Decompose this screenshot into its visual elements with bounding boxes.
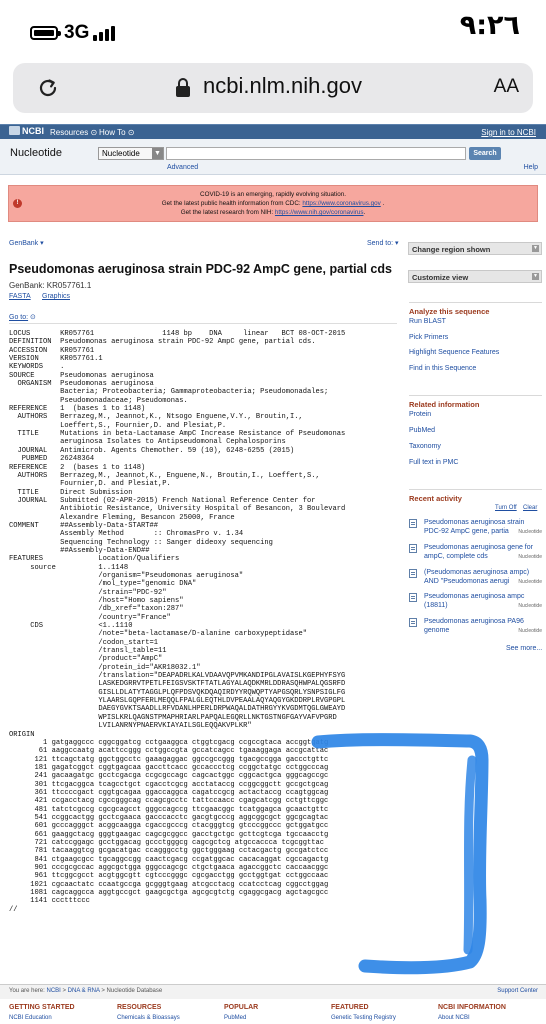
signin-link[interactable]: Sign in to NCBI bbox=[481, 128, 536, 137]
recent-item-line-2: genome bbox=[424, 627, 450, 634]
customize-label: Customize view bbox=[412, 273, 469, 282]
lock-icon bbox=[175, 77, 191, 98]
accession-line: GenBank: KR057761.1 bbox=[9, 281, 92, 290]
footer-link[interactable]: NCBI Education bbox=[9, 1015, 52, 1021]
recent-item[interactable] bbox=[409, 543, 542, 567]
pick-primers-link[interactable]: Pick Primers bbox=[409, 334, 449, 341]
breadcrumb: You are here: NCBI > DNA & RNA > Nucleotide Database bbox=[9, 988, 163, 994]
chevron-down-icon: ▼ bbox=[533, 245, 538, 251]
chevron-down-icon: ⊙ bbox=[30, 314, 36, 321]
footer-bar bbox=[0, 984, 546, 999]
customize-view-box[interactable] bbox=[408, 270, 542, 283]
alert-text: . bbox=[380, 200, 385, 207]
breadcrumb-ncbi[interactable]: NCBI bbox=[46, 988, 61, 994]
db-title: Nucleotide bbox=[10, 147, 62, 159]
howto-label: How To bbox=[99, 128, 126, 137]
highlight-features-link[interactable]: Highlight Sequence Features bbox=[409, 349, 500, 356]
recent-item[interactable] bbox=[409, 617, 542, 641]
chevron-down-icon: ▾ bbox=[40, 240, 44, 247]
recent-item-line-1: Pseudomonas aeruginosa PA96 bbox=[424, 618, 524, 625]
format-label: GenBank bbox=[9, 240, 39, 247]
recent-item-line-2: (18811) bbox=[424, 602, 448, 609]
alert-text: . bbox=[363, 209, 366, 216]
chevron-down-icon: ▾ bbox=[395, 240, 399, 247]
full-text-pmc-link[interactable]: Full text in PMC bbox=[409, 459, 459, 466]
format-dropdown[interactable] bbox=[9, 239, 44, 247]
fasta-link[interactable]: FASTA bbox=[9, 293, 31, 300]
related-heading: Related information bbox=[409, 395, 542, 409]
send-to-label: Send to: bbox=[367, 240, 394, 247]
cdc-link[interactable]: https://www.coronavirus.gov bbox=[302, 200, 381, 207]
reload-icon[interactable] bbox=[35, 75, 61, 101]
resources-menu[interactable] bbox=[50, 128, 97, 137]
divider bbox=[9, 323, 397, 324]
recent-item-db: Nucleotide bbox=[518, 603, 542, 609]
recent-item[interactable] bbox=[409, 518, 542, 542]
footer-link[interactable]: Chemicals & Bioassays bbox=[117, 1015, 180, 1021]
chevron-down-icon: ⊙ bbox=[127, 128, 135, 137]
search-icon bbox=[409, 593, 417, 602]
send-to-dropdown[interactable] bbox=[367, 239, 399, 247]
recent-item-db: Nucleotide bbox=[518, 554, 542, 560]
footer-link[interactable]: PubMed bbox=[224, 1015, 247, 1021]
recent-item-db: Nucleotide bbox=[518, 628, 542, 634]
recent-item[interactable] bbox=[409, 568, 542, 592]
recent-item-db: Nucleotide bbox=[518, 529, 542, 535]
resources-label: Resources bbox=[50, 128, 89, 137]
clear-link[interactable]: Clear bbox=[523, 505, 538, 511]
breadcrumb-dna-rna[interactable]: DNA & RNA bbox=[67, 988, 100, 994]
alert-icon: ! bbox=[13, 199, 22, 208]
url-text[interactable]: ncbi.nlm.nih.gov bbox=[203, 73, 362, 98]
search-bar bbox=[0, 139, 546, 175]
goto-label: Go to: bbox=[9, 314, 29, 321]
alert-line-3 bbox=[9, 209, 537, 216]
ncbi-logo-text: NCBI bbox=[22, 126, 44, 136]
battery-icon bbox=[30, 26, 58, 40]
network-type: 3G bbox=[64, 22, 90, 43]
recent-item-line-2: PDC-92 AmpC gene, partia bbox=[424, 528, 509, 535]
recent-activity-heading: Recent activity bbox=[409, 489, 542, 503]
document-icon bbox=[409, 618, 417, 627]
advanced-link[interactable]: Advanced bbox=[167, 164, 199, 171]
covid-alert bbox=[8, 185, 538, 222]
breadcrumb-prefix: You are here: bbox=[9, 988, 47, 994]
recent-item-line-2: AND "Pseudomonas aerugi bbox=[424, 578, 510, 585]
help-link[interactable]: Help bbox=[523, 164, 538, 171]
database-select-value: Nucleotide bbox=[102, 149, 140, 158]
protein-link[interactable]: Protein bbox=[409, 411, 432, 418]
alert-line-1: COVID-19 is an emerging, rapidly evolving situation. bbox=[200, 191, 346, 198]
footer-heading: RESOURCES bbox=[117, 1004, 162, 1011]
alert-text: Get the latest public health information from CDC: bbox=[161, 200, 303, 207]
analyze-heading: Analyze this sequence bbox=[409, 302, 542, 316]
goto-link[interactable] bbox=[9, 313, 36, 321]
recent-item-line-1: Pseudomonas aeruginosa ampc bbox=[424, 593, 525, 600]
genbank-flatfile: LOCUS KR057761 1148 bp DNA linear BCT 08-OCT-2015 DEFINITION Pseudomonas aeruginosa strain PDC-92 AmpC gene, partial cds. ACCESSION KR057761 VERSION KR057761.1 KEYWORDS . SOURCE Pseudomonas aeruginosa ORGANISM Pseudomonas aeruginosa Bacteria; Proteobacteria; Gammaproteobacteria; Pseudomonadales; Pseudomonadaceae; Pseudomonas. REFERENCE 1 (bases 1 to 1148) AUTHORS Berrazeg,M., Jeannot,K., Ntsogo Enguene,V.Y., Broutin,I., Loeffert,S., Fournier,D. and Plesiat,P. TITLE Mutations in beta-Lactamase AmpC Increase Resistance of Pseudomonas aeruginosa Isolates to Antipseudomonal Cephalosporins JOURNAL Antimicrob. Agents Chemother. 59 (10), 6248-6255 (2015) PUBMED 26248364 REFERENCE 2 (bases 1 to 1148) AUTHORS Berrazeg,M., Jeannot,K., Enguene,N., Broutin,I., Loeffert,S., Fournier,D. and Plesiat,P. TITLE Direct Submission JOURNAL Submitted (02-APR-2015) French National Reference Center for Antibiotic Resistance, University Hospital of Besancon, 3 Boulevard Alexandre Fleming, Besancon 25000, France COMMENT ##Assembly-Data-START## Assembly Method :: ChromasPro v. 1.34 Sequencing Technology :: Sanger dideoxy sequencing ##Assembly-Data-END## FEATURES Location/Qualifiers source 1..1148 /organism="Pseudomonas aeruginosa" /mol_type="genomic DNA" /strain="PDC-92" /host="Homo sapiens" /db_xref="taxon:287" /country="France" CDS <1..1110 /note="beta-lactamase/D-alanine carboxypeptidase" /codon_start=1 /transl_table=11 /product="AmpC" /protein_id="AKR18032.1" /translation="DEAPADRLKALVDAAVQPVMKANDIPGLAVAISLKGEPHYFSYG LASKEDGRRVTPETLFEIGSVSKTFTATLAGYALAQDKMRLDDRASQHWPALQGSRFD GISLLDLATYTAGGLPLQFPDSVQKDQAQIRDYYRQWQPTYAPGSQRLYSNPSIGLFG YLAARSLGQPFERLMEQQLFPALGLEQTHLDVPEAALAQYAQGYGKDDRPLRVGPGPL DAEGYGVKTSAADLLRFVDANLHPERLDRPWAQALDATHRGYYKVGDMTQGLGWEAYD WPISLKRLQAGNSTPMAPHRIARLPAPQALEGQRLLNKTGSTNGFGAYVAFVPGRD LVILANRNYPNAERVKIAYAILSGLEQQAKVPLKR" ORIGIN 1 gatgaggccc cggcggatcg cctgaaggca ctggtcgacg ccgccgtaca accggtgatg 61 aaggccaatg acattccggg cctggccgta gccatcagcc tgaaaggaga accgcattac 121 ttcagctatg ggctggcctc gaaagaggac ggccgccggg tgacgccgga gaccctgttc 181 gagatcggct cggtgagcaa gaccttcacc gccaccctcg ccggctatgc cctggcccag 241 gacaagatgc gcctcgacga ccgcgccagc cagcactggc cggcactgca gggcagccgc 301 ttcgacggca tcagcctgct cgacctcgcg acctataccg ccggcggctt gccgctgcag 361 ttccccgact cggtgcagaa ggaccaggca cagatccgcg actactaccg ccagtggcag 421 ccgacctacg cgccgggcag ccagcgcctc tattccaacc cgagcatcgg cctgttcggc 481 tatctcgccg cgcgcagcct gggccagccg ttcgaacggc tcatggagca gcaactgttc 541 ccggcactgg gcctcgaaca gacccacctc gacgtgcccg aggcggcgct ggcgcagtac 601 gcccagggct acggcaagga cgaccgcccg ctacgggtcg gtcccggccc gctggatgcc 661 gaaggctacg gggtgaagac cagcgcggcc gacctgctgc gcttcgtcga tgccaacctg 721 catccggagc gcctggacag gccctgggcg cagcgctcg atgccaccca tcgcggttac 781 tacaaggtcg gcgacatgac ccagggcctg ggctgggaag cctacgactg gccgatctcc 841 ctgaagcgcc tgcaggccgg caactcgacg ccgatggcac cacacaggat cgccagactg 901 cccgcgccac aggcgctgga gggccagcgc ctgctgaaca agaccggctc caccaacggc 961 ttcggcgcct acgtggcgtt cgtcccgggc cgcgacctgg gcctggtgat cctggccaac 1021 cgcaactatc ccaatgccga gcgggtgaag atcgcctacg ccatcctcag cggcctggag 1081 cagcaggcca aggtgccgct gaagcgctga agcgcgtctg cgaggcgacg agctagcgcc 1141 ccctttccc // bbox=[9, 330, 346, 914]
chevron-down-icon: ⊙ bbox=[90, 128, 98, 137]
footer-heading: POPULAR bbox=[224, 1004, 259, 1011]
find-in-sequence-link[interactable]: Find in this Sequence bbox=[409, 365, 477, 372]
footer-heading: NCBI INFORMATION bbox=[438, 1004, 506, 1011]
search-input[interactable] bbox=[166, 147, 466, 160]
ncbi-topbar bbox=[0, 124, 546, 139]
ncbi-logo-icon bbox=[9, 126, 20, 135]
breadcrumb-current: Nucleotide Database bbox=[106, 988, 163, 994]
chevron-down-icon: ▼ bbox=[533, 273, 538, 279]
support-center-link[interactable]: Support Center bbox=[497, 988, 538, 994]
howto-menu[interactable] bbox=[99, 128, 134, 137]
recent-item[interactable] bbox=[409, 592, 542, 616]
taxonomy-link[interactable]: Taxonomy bbox=[409, 443, 441, 450]
run-blast-link[interactable]: Run BLAST bbox=[409, 318, 446, 325]
change-region-box[interactable] bbox=[408, 242, 542, 255]
graphics-link[interactable]: Graphics bbox=[42, 293, 71, 300]
footer-heading: GETTING STARTED bbox=[9, 1004, 75, 1011]
clock: ٩:٢٦ bbox=[459, 10, 520, 41]
alert-text: Get the latest research from NIH: bbox=[180, 209, 275, 216]
document-icon bbox=[409, 544, 417, 553]
database-select[interactable] bbox=[98, 147, 164, 160]
ncbi-logo[interactable] bbox=[9, 126, 44, 136]
turn-off-link[interactable]: Turn Off bbox=[495, 505, 517, 511]
nih-link[interactable]: https://www.nih.gov/coronavirus bbox=[274, 209, 364, 216]
recent-item-line-2: ampC, complete cds bbox=[424, 553, 488, 560]
recent-item-line-1: Pseudomonas aeruginosa strain bbox=[424, 519, 525, 526]
document-icon bbox=[409, 519, 417, 528]
see-more-link[interactable]: See more... bbox=[506, 645, 543, 652]
signal-icon bbox=[93, 25, 119, 41]
recent-item-line-1: (Pseudomonas aeruginosa ampc) bbox=[424, 569, 530, 576]
footer-link[interactable]: About NCBI bbox=[438, 1015, 470, 1021]
recent-item-line-1: Pseudomonas aeruginosa gene for bbox=[424, 544, 533, 551]
text-size-button[interactable]: AA bbox=[493, 76, 519, 97]
search-button[interactable]: Search bbox=[469, 147, 501, 160]
footer-heading: FEATURED bbox=[331, 1004, 369, 1011]
footer-link[interactable]: Genetic Testing Registry bbox=[331, 1015, 396, 1021]
address-bar[interactable] bbox=[13, 63, 533, 113]
chevron-down-icon: ▼ bbox=[152, 148, 163, 159]
change-region-label: Change region shown bbox=[412, 245, 491, 254]
recent-item-db: Nucleotide bbox=[518, 579, 542, 585]
alert-line-2 bbox=[9, 200, 537, 207]
pubmed-link[interactable]: PubMed bbox=[409, 427, 436, 434]
status-bar bbox=[0, 0, 546, 52]
search-icon bbox=[409, 569, 417, 578]
page-title: Pseudomonas aeruginosa strain PDC-92 AmpC gene, partial cds bbox=[9, 262, 392, 276]
